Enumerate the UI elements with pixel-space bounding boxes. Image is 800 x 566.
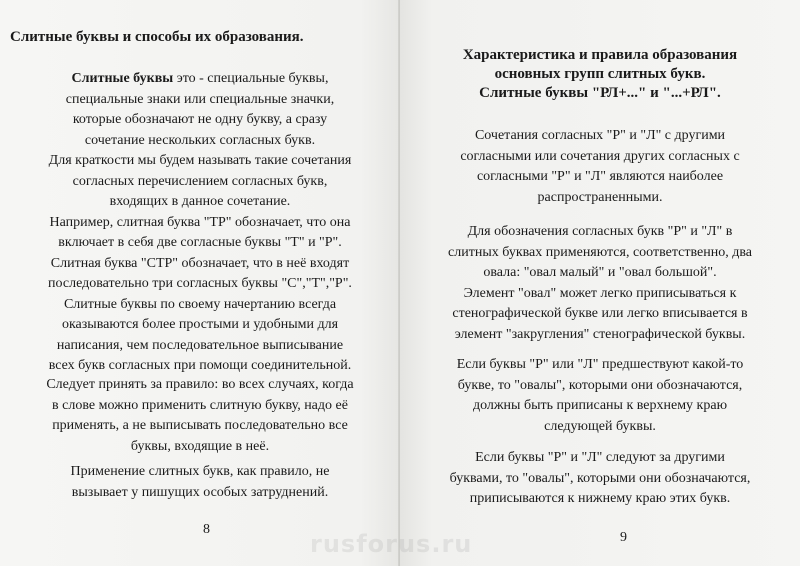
right-paragraph-following xyxy=(400,448,800,510)
page-number-left: 8 xyxy=(203,522,210,537)
text-line: Сочетания согласных "Р" и "Л" с другими xyxy=(474,128,726,143)
title-line: основных групп слитных букв. xyxy=(494,66,706,82)
text-line: в слове можно применить слитную букву, надо её xyxy=(52,397,348,413)
text-run: это - специальные буквы, xyxy=(173,71,329,86)
text-line: слитных буквах применяются, соответственно, два xyxy=(448,244,752,260)
text-line: Применение слитных букв, как правило, не xyxy=(70,464,330,479)
text-line: Слитная буква "СТР" обозначает, что в неё входят xyxy=(50,255,350,271)
text-line: Следует принять за правило: во всех случаях, когда xyxy=(46,377,354,392)
text-line: всех букв согласных при помощи соединительной. xyxy=(48,358,352,373)
text-line: входящих в данное сочетание. xyxy=(109,194,291,209)
text-line: буквами, то "овалы", которыми они обозначаются, xyxy=(449,470,751,486)
text-line: должны быть приписаны к верхнему краю xyxy=(472,398,728,413)
left-paragraph-definition xyxy=(0,69,400,377)
text-line: стенографической букве или легко вписывается в xyxy=(452,306,748,321)
text-line: написания, чем последовательное выписывание xyxy=(56,337,344,353)
text-line xyxy=(0,69,400,90)
right-paragraph-combinations xyxy=(400,126,800,208)
text-line: распространенными. xyxy=(537,189,663,205)
text-line: буквы, входящие в неё. xyxy=(130,438,270,454)
text-line: включает в себя две согласные буквы "Т" и "Р". xyxy=(58,235,342,250)
right-paragraph-ovals xyxy=(400,222,800,345)
watermark: rusforus.ru xyxy=(310,530,473,558)
right-paragraph-preceding xyxy=(400,355,800,437)
text-line: приписываются к нижнему краю этих букв. xyxy=(469,491,731,506)
text-line: специальные знаки или специальные значки, xyxy=(65,91,335,107)
text-line: Для обозначения согласных букв "Р" и "Л" в xyxy=(467,224,733,239)
text-line: Слитные буквы по своему начертанию всегда xyxy=(63,296,337,312)
text-line: согласных перечислением согласных букв, xyxy=(72,173,328,189)
text-line: Например, слитная буква "ТР" обозначает, что она xyxy=(49,214,351,230)
text-line: которые обозначают не одну букву, а сразу xyxy=(72,112,328,127)
text-line: применять, а не выписывать последовательно все xyxy=(52,418,348,433)
text-line: букве, то "овалы", которыми они обозначаются, xyxy=(457,377,743,393)
right-page-title xyxy=(410,46,790,103)
text-line: Для краткости мы будем называть такие сочетания xyxy=(48,153,352,168)
left-page-title: Слитные буквы и способы их образования. xyxy=(10,29,304,45)
left-paragraph-rule xyxy=(0,375,400,457)
term-bold: Слитные буквы xyxy=(71,71,174,86)
text-line: вызывает у пишущих особых затруднений. xyxy=(71,484,329,500)
text-line: сочетание нескольких согласных букв. xyxy=(84,132,316,148)
title-line: Слитные буквы "РЛ+..." и "...+РЛ". xyxy=(479,85,721,101)
text-line: согласными "Р" и "Л" являются наиболее xyxy=(476,169,724,184)
text-line: Если буквы "Р" и "Л" следуют за другими xyxy=(475,450,725,465)
text-line: оказываются более простыми и удобными для xyxy=(61,317,339,332)
text-line: следующей буквы. xyxy=(544,418,656,434)
text-line: согласными или сочетания других согласных с xyxy=(460,148,740,164)
text-line: элемент "закругления" стенографической буквы. xyxy=(454,326,746,342)
left-paragraph-usage xyxy=(0,462,400,503)
text-line: овала: "овал малый" и "овал большой". xyxy=(483,265,717,280)
text-line: Элемент "овал" может легко приписываться к xyxy=(463,285,737,301)
text-line: последовательно три согласных буквы "С","Т","Р". xyxy=(48,276,352,291)
right-page xyxy=(400,0,800,566)
page-number-right: 9 xyxy=(620,530,627,545)
text-line: Если буквы "Р" или "Л" предшествуют какой-то xyxy=(456,357,744,372)
title-line: Характеристика и правила образования xyxy=(462,47,738,63)
